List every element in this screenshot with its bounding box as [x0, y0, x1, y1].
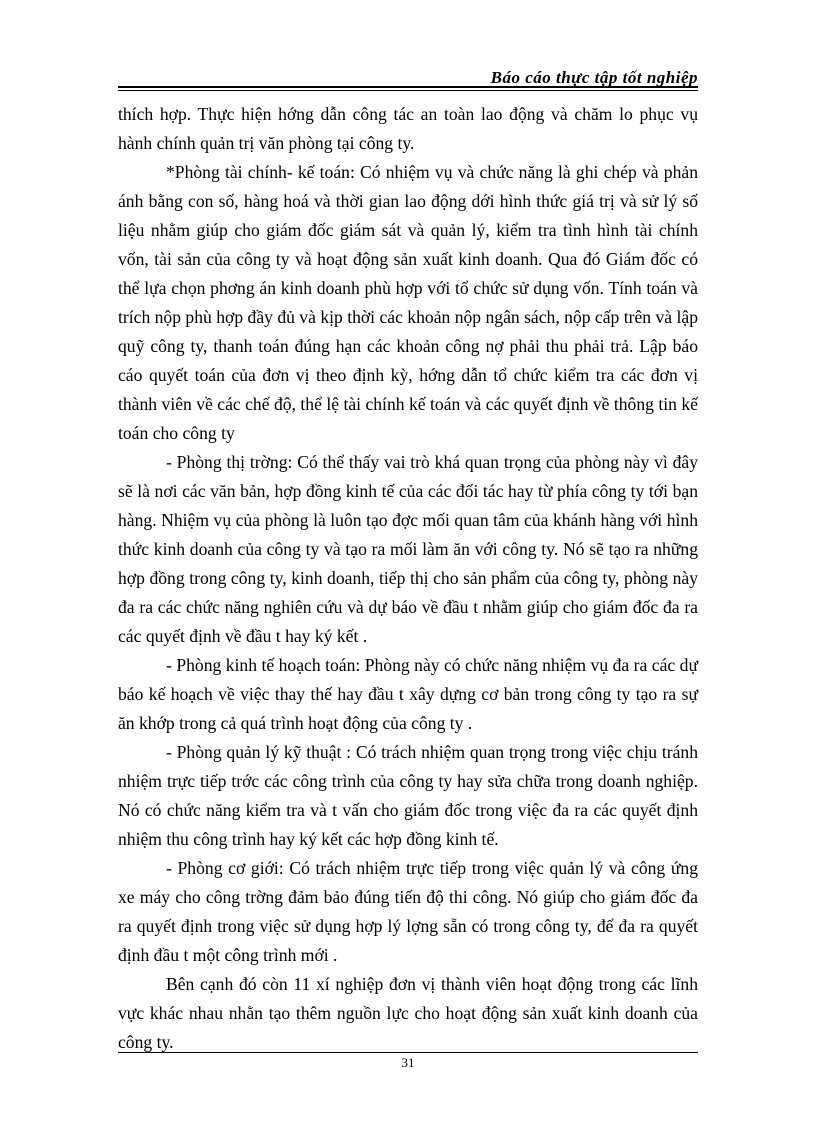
paragraph-member-enterprises: Bên cạnh đó còn 11 xí nghiệp đơn vị thành viên hoạt động trong các lĩnh vực khác nhau nhằn tạo thêm nguồn lực cho hoạt động sản xuất kinh doanh của công ty.	[118, 974, 698, 1052]
paragraph-economic-planning: - Phòng kinh tế hoạch toán: Phòng này có chức năng nhiệm vụ đa ra các dự báo kế hoạch về việc thay thế hay đầu t xây dựng cơ bản trong công ty tạo ra sự ăn khớp trong cả quá trình hoạt động của công ty .	[118, 655, 698, 733]
paragraph-market-department: - Phòng thị trờng: Có thể thấy vai trò khá quan trọng của phòng này vì đây sẽ là nơi các văn bản, hợp đồng kinh tế của các đối tác hay từ phía công ty tới bạn hàng. Nhiệm vụ của phòng là luôn tạo đợc mối quan tâm của khánh hàng với hình thức kinh doanh của công ty và tạo ra mối làm ăn với công ty. Nó sẽ tạo ra những hợp đồng trong công ty, kinh doanh, tiếp thị cho sản phẩm của công ty, phòng này đa ra các chức năng nghiên cứu và dự báo về đầu t nhằm giúp cho giám đốc đa ra các quyết định về đầu t hay ký kết .	[118, 452, 698, 646]
paragraph-mechanical-department: - Phòng cơ giới: Có trách nhiệm trực tiếp trong việc quản lý và công ứng xe máy cho công trờng đảm bảo đúng tiến độ thi công. Nó giúp cho giám đốc đa ra quyết định trong việc sử dụng hợp lý lợng sẵn có trong công ty, để đa ra quyết định đầu t một công trình mới .	[118, 858, 698, 965]
header-rule-thin	[118, 90, 698, 91]
paragraph-continuation: thích hợp. Thực hiện hớng dẫn công tác an toàn lao động và chăm lo phục vụ hành chính quản trị văn phòng tại công ty.	[118, 104, 698, 153]
header-rule	[118, 86, 698, 88]
running-header-title: Báo cáo thực tập tốt nghiệp	[490, 68, 698, 87]
footer-rule	[118, 1052, 698, 1053]
paragraph-technical-management: - Phòng quản lý kỹ thuật : Có trách nhiệm quan trọng trong việc chịu tránh nhiệm trực tiếp trớc các công trình của công ty hay sửa chữa trong doanh nghiệp. Nó có chức năng kiểm tra và t vấn cho giám đốc trong việc đa ra các quyết định nhiệm thu công trình hay ký kết các hợp đồng kinh tế.	[118, 742, 698, 849]
body-text	[118, 100, 698, 1057]
paragraph-finance-accounting: *Phòng tài chính- kế toán: Có nhiệm vụ và chức năng là ghi chép và phản ánh bằng con số, hàng hoá và thời gian lao động dới hình thức giá trị và sử lý số liệu nhằm giúp cho giám đốc giám sát và quản lý, kiểm tra tình hình tài chính vốn, tài sản của công ty và hoạt động sản xuất kinh doanh. Qua đó Giám đốc có thể lựa chọn phơng án kinh doanh phù hợp với tổ chức sử dụng vốn. Tính toán và trích nộp phù hợp đầy đủ và kịp thời các khoản nộp ngân sách, nộp cấp trên và lập quỹ công ty, thanh toán đúng hạn các khoản công nợ phải thu phải trả. Lập báo cáo quyết toán của đơn vị theo định kỳ, hớng dẫn tổ chức kiểm tra các đơn vị thành viên về các chế độ, thể lệ tài chính kế toán và các quyết định về thông tin kế toán cho công ty	[118, 162, 698, 443]
page-number: 31	[401, 1055, 415, 1070]
